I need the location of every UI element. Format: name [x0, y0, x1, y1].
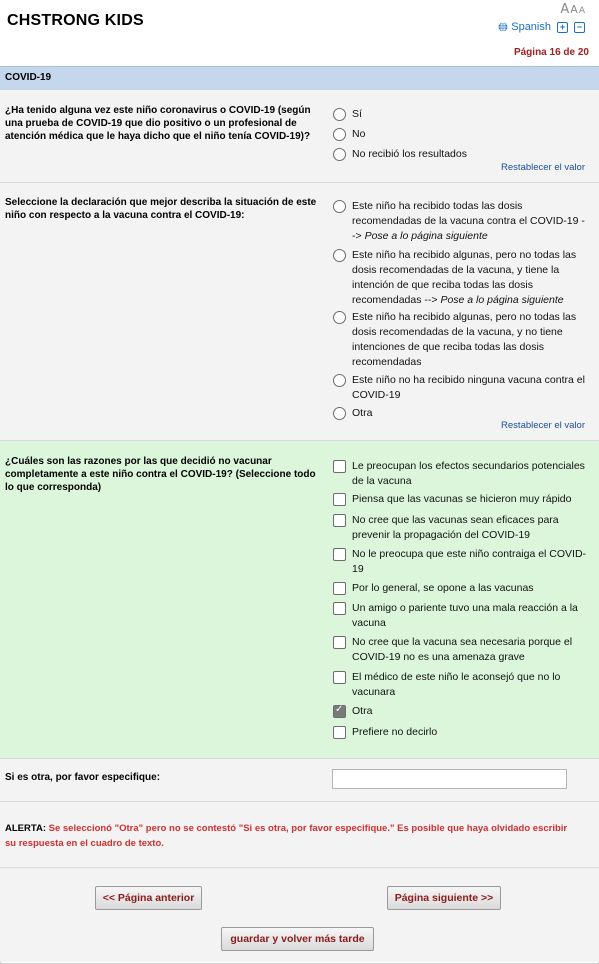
- checkbox-checked[interactable]: [333, 705, 346, 718]
- validation-alert: [5, 821, 575, 851]
- checkbox[interactable]: [333, 460, 346, 473]
- alert-row: [0, 802, 599, 868]
- radio-button[interactable]: [333, 128, 346, 141]
- font-size-large-button[interactable]: A: [560, 2, 570, 17]
- option-label: No recibió los resultados: [352, 148, 467, 160]
- collapse-icon[interactable]: −: [574, 22, 585, 33]
- question-vaccine-status: [0, 183, 599, 441]
- option-label: Prefiere no decirlo: [352, 726, 438, 738]
- option-label: Este niño ha recibido algunas, pero no todas las dosis recomendadas de la vacuna, y tiene la intención de que reciba todas las dosis recomendadas -->: [352, 249, 577, 306]
- question-label: Seleccione la declaración que mejor describa la situación de este niño con respecto a la vacuna contra el COVID-19:: [5, 197, 317, 221]
- radio-button[interactable]: [333, 200, 346, 213]
- page-indicator: Página 16 de 20: [513, 47, 589, 58]
- option-label: Piensa que las vacunas se hicieron muy rápido: [352, 493, 572, 505]
- alert-text: Se seleccionó "Otra" pero no se contestó "Si es otra, por favor especifique." Es posible que haya olvidado escribir su respuesta en el cuadro de texto.: [5, 823, 568, 849]
- checkbox[interactable]: [333, 602, 346, 615]
- font-size-controls: [559, 2, 585, 17]
- alert-prefix: ALERTA:: [5, 823, 46, 834]
- radio-button[interactable]: [333, 407, 346, 420]
- question-other-specify: [0, 759, 599, 802]
- section-header: [0, 66, 599, 91]
- question-label: ¿Ha tenido alguna vez este niño coronavirus o COVID-19 (según una prueba de COVID-19 que dio positivo o un profesional de atención médica que le haya dicho que el niño tenía COVID-19)?: [5, 105, 311, 142]
- reset-value-link[interactable]: Restablecer el valor: [501, 162, 585, 173]
- option-label: No cree que la vacuna sea necesaria porque el COVID-19 no es una amenaza grave: [352, 636, 573, 663]
- previous-page-button[interactable]: << Página anterior: [95, 886, 202, 910]
- question-covid-history: [0, 90, 599, 183]
- radio-button[interactable]: [333, 374, 346, 387]
- radio-button[interactable]: [333, 311, 346, 324]
- app-title: CHSTRONG KIDS: [7, 12, 144, 29]
- language-label: Spanish: [511, 21, 551, 33]
- other-specify-input[interactable]: [332, 769, 567, 789]
- expand-icon[interactable]: +: [557, 22, 568, 33]
- option-label: Otra: [352, 705, 373, 717]
- option-label: Por lo general, se opone a las vacunas: [352, 582, 534, 594]
- header: [0, 0, 599, 66]
- checkbox[interactable]: [333, 548, 346, 561]
- checkbox[interactable]: [333, 493, 346, 506]
- question-label: ¿Cuáles son las razones por las que decidió no vacunar completamente a este niño contra el COVID-19? (Seleccione todo lo que corresponda): [5, 456, 316, 493]
- checkbox[interactable]: [333, 671, 346, 684]
- option-label: No le preocupa que este niño contraiga el COVID-19: [352, 548, 587, 575]
- checkbox[interactable]: [333, 514, 346, 527]
- option-label: Sí: [352, 108, 362, 120]
- checkbox[interactable]: [333, 582, 346, 595]
- option-label: Un amigo o pariente tuvo una mala reacción a la vacuna: [352, 602, 578, 629]
- checkbox[interactable]: [333, 726, 346, 739]
- skip-note: Pose a lo página siguiente: [364, 230, 488, 242]
- option-label: No cree que las vacunas sean eficaces para prevenir la propagación del COVID-19: [352, 514, 559, 541]
- save-return-later-button[interactable]: guardar y volver más tarde: [221, 927, 374, 951]
- option-label: El médico de este niño le aconsejó que no lo vacunara: [352, 671, 561, 698]
- checkbox[interactable]: [333, 636, 346, 649]
- option-label: Otra: [352, 407, 373, 419]
- next-page-button[interactable]: Página siguiente >>: [387, 886, 501, 910]
- option-label: Este niño no ha recibido ninguna vacuna contra el COVID-19: [352, 374, 585, 401]
- question-vaccine-reasons: [0, 441, 599, 759]
- section-title: COVID-19: [5, 72, 52, 83]
- question-label: Si es otra, por favor especifique:: [5, 772, 161, 783]
- font-size-medium-button[interactable]: A: [570, 3, 578, 16]
- navigation-row: [0, 868, 599, 962]
- skip-note: Pose a lo página siguiente: [440, 294, 564, 306]
- option-label: No: [352, 128, 366, 140]
- radio-button[interactable]: [333, 249, 346, 262]
- option-label: Este niño ha recibido todas las dosis recomendadas de la vacuna contra el COVID-19 -->: [352, 200, 585, 242]
- font-size-small-button[interactable]: A: [578, 6, 585, 16]
- language-selector[interactable]: [498, 21, 585, 33]
- option-label: Le preocupan los efectos secundarios potenciales de la vacuna: [352, 460, 585, 487]
- radio-button[interactable]: [333, 108, 346, 121]
- globe-icon: [498, 22, 508, 32]
- reset-value-link[interactable]: Restablecer el valor: [501, 420, 585, 431]
- option-label: Este niño ha recibido algunas, pero no todas las dosis recomendadas de la vacuna, y no tiene intenciones de que reciba todas las dosis recomendadas: [352, 311, 577, 368]
- radio-button[interactable]: [333, 148, 346, 161]
